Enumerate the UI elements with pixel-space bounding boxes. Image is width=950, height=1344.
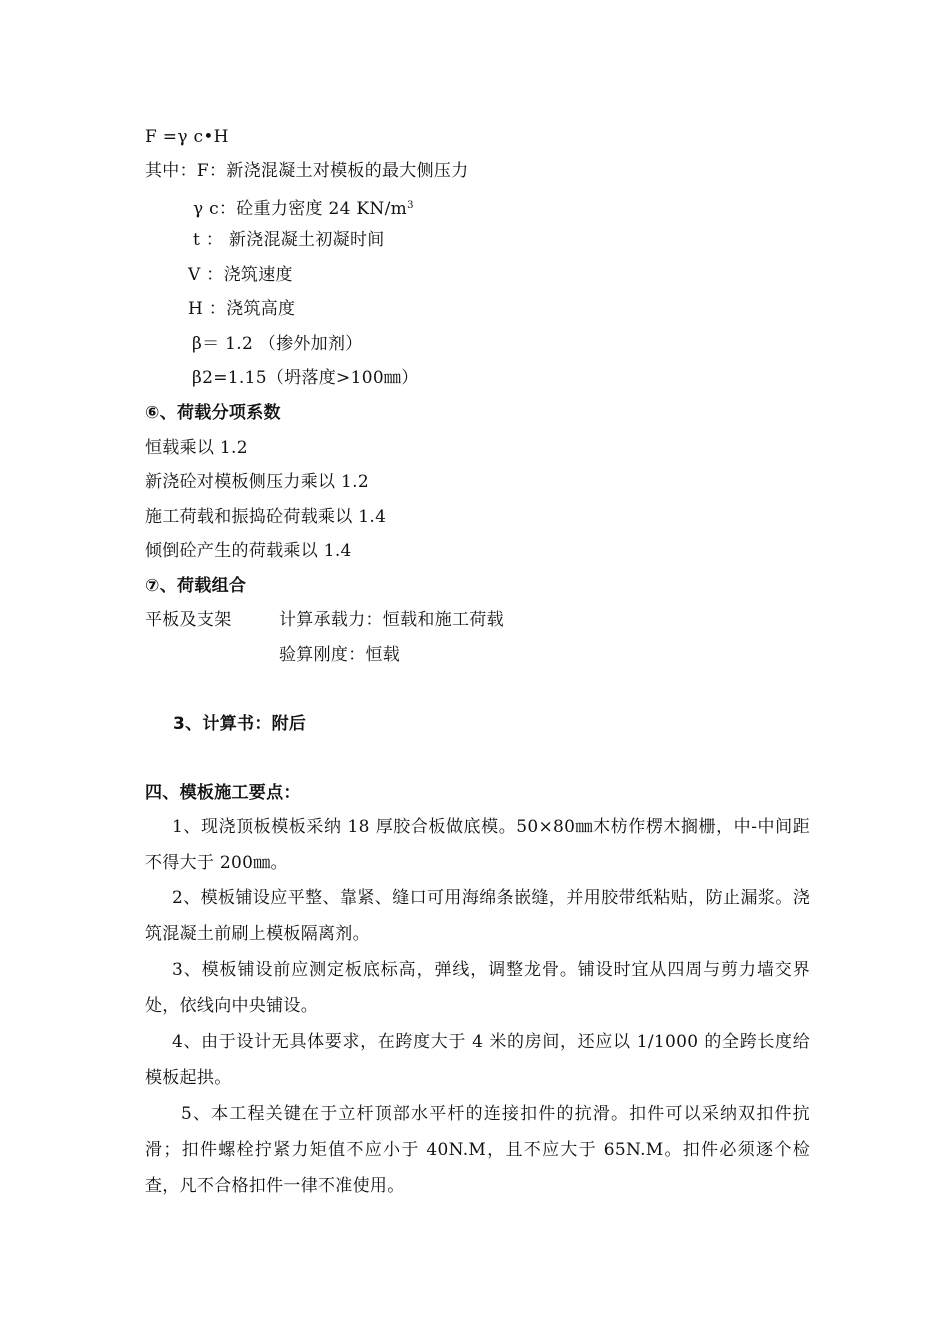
var-gamma [193,194,414,221]
section7-left-label: 平板及支架 [145,610,232,630]
var-desc: 砼重力密度 24 KN/m [236,199,408,219]
section6-line: 施工荷载和振捣砼荷载乘以 1.4 [145,507,387,527]
section3-heading: 3、计算书：附后 [173,714,307,734]
var-beta2 [192,366,419,390]
var-symbol: t ： [193,230,224,250]
section7-line2: 验算刚度：恒载 [279,645,401,665]
formula-line [145,125,229,149]
var-symbol: β2 [192,368,214,388]
var-symbol: β＝ 1.2 [192,334,259,354]
var-desc: =1.15（坍落度>100㎜） [213,368,419,388]
section6-line: 倾倒砼产生的荷载乘以 1.4 [145,541,352,561]
section4-para-2: 2、模板铺设应平整、靠紧、缝口可用海绵条嵌缝，并用胶带纸粘贴，防止漏浆。浇筑混凝土前刷上模板隔离剂。 [145,888,810,944]
section7-heading: ⑦、荷载组合 [145,576,247,596]
var-symbol: V ： [188,265,224,285]
section6-line: 恒载乘以 1.2 [145,438,248,458]
formula-text: F =γ c•H [145,127,229,147]
var-symbol: H ： [188,299,227,319]
var-desc: （掺外加剂） [258,334,363,354]
var-desc: 浇筑速度 [223,265,293,285]
section4-para-1: 1、现浇顶板模板采纳 18 厚胶合板做底模。50×80㎜木枋作楞木搁栅，中-中间距不得大于 200㎜。 [145,817,810,873]
var-symbol: γ c： [193,199,237,219]
section4-para-5: 5、本工程关键在于立杆顶部水平杆的连接扣件的抗滑。扣件可以采纳双扣件抗滑；扣件螺栓拧紧力矩值不应小于 40N.M，且不应大于 65N.M。扣件必须逐个检查，凡不合格扣件一律不准使用。 [145,1104,810,1196]
var-desc: 新浇混凝土初凝时间 [228,230,385,250]
var-beta1 [192,332,363,356]
var-h [188,297,295,321]
superscript: 3 [407,200,414,211]
formula-where: 其中：F：新浇混凝土对模板的最大侧压力 [145,161,469,181]
section6-heading: ⑥、荷载分项系数 [145,403,281,423]
var-v [188,263,293,287]
section4-heading: 四、模板施工要点： [145,783,301,803]
section4-para-3: 3、模板铺设前应测定板底标高，弹线，调整龙骨。铺设时宜从四周与剪力墙交界处，依线向中央铺设。 [145,960,810,1016]
var-t [193,228,385,252]
section6-line: 新浇砼对模板侧压力乘以 1.2 [145,472,369,492]
section4-para-4: 4、由于设计无具体要求，在跨度大于 4 米的房间，还应以 1/1000 的全跨长度给模板起拱。 [145,1032,810,1088]
section7-line1: 计算承载力：恒载和施工荷载 [279,610,504,630]
var-desc: 浇筑高度 [226,299,296,319]
